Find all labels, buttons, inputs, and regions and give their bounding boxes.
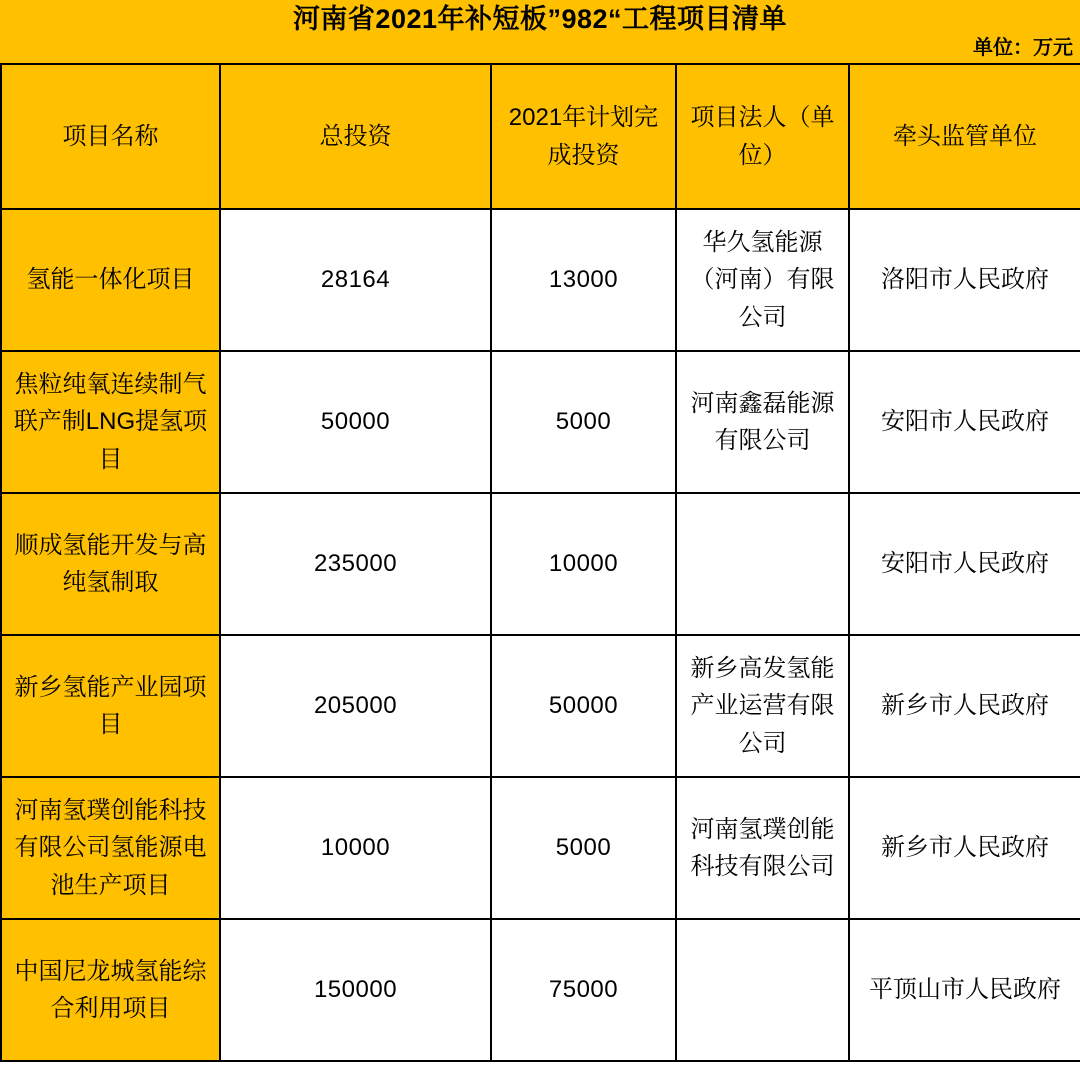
- cell-supervising-unit: 安阳市人民政府: [849, 351, 1080, 493]
- table-row: [1, 351, 1080, 493]
- col-header-total-investment: 总投资: [220, 64, 491, 209]
- cell-supervising-unit: 安阳市人民政府: [849, 493, 1080, 635]
- cell-supervising-unit: 平顶山市人民政府: [849, 919, 1080, 1061]
- cell-planned-investment: 5000: [491, 351, 676, 493]
- col-header-2021-planned-investment: 2021年计划完成投资: [491, 64, 676, 209]
- cell-planned-investment: 75000: [491, 919, 676, 1061]
- cell-supervising-unit: 新乡市人民政府: [849, 777, 1080, 919]
- cell-legal-entity: 河南鑫磊能源有限公司: [676, 351, 849, 493]
- cell-legal-entity: 新乡高发氢能产业运营有限公司: [676, 635, 849, 777]
- col-header-project-name: 项目名称: [1, 64, 220, 209]
- table-row: [1, 777, 1080, 919]
- col-header-legal-entity: 项目法人（单位）: [676, 64, 849, 209]
- cell-project-name: 焦粒纯氧连续制气联产制LNG提氢项目: [1, 351, 220, 493]
- cell-planned-investment: 13000: [491, 209, 676, 351]
- cell-total-investment: 10000: [220, 777, 491, 919]
- cell-legal-entity: 华久氢能源（河南）有限公司: [676, 209, 849, 351]
- page-title: 河南省2021年补短板”982“工程项目清单: [292, 4, 788, 34]
- title-band: [0, 0, 1080, 63]
- cell-total-investment: 205000: [220, 635, 491, 777]
- cell-supervising-unit: 洛阳市人民政府: [849, 209, 1080, 351]
- cell-project-name: 中国尼龙城氢能综合利用项目: [1, 919, 220, 1061]
- cell-project-name: 新乡氢能产业园项目: [1, 635, 220, 777]
- cell-total-investment: 50000: [220, 351, 491, 493]
- col-header-lead-supervising-unit: 牵头监管单位: [849, 64, 1080, 209]
- cell-legal-entity: 河南氢璞创能科技有限公司: [676, 777, 849, 919]
- cell-planned-investment: 5000: [491, 777, 676, 919]
- cell-total-investment: 28164: [220, 209, 491, 351]
- table-row: [1, 209, 1080, 351]
- cell-planned-investment: 10000: [491, 493, 676, 635]
- cell-project-name: 氢能一体化项目: [1, 209, 220, 351]
- cell-legal-entity: [676, 919, 849, 1061]
- header-row: [1, 64, 1080, 209]
- table-row: [1, 919, 1080, 1061]
- table-row: [1, 493, 1080, 635]
- unit-label: 单位：万元: [973, 37, 1073, 59]
- cell-project-name: 河南氢璞创能科技有限公司氢能源电池生产项目: [1, 777, 220, 919]
- cell-supervising-unit: 新乡市人民政府: [849, 635, 1080, 777]
- cell-project-name: 顺成氢能开发与高纯氢制取: [1, 493, 220, 635]
- cell-total-investment: 150000: [220, 919, 491, 1061]
- cell-total-investment: 235000: [220, 493, 491, 635]
- projects-table: [0, 63, 1080, 1062]
- cell-planned-investment: 50000: [491, 635, 676, 777]
- cell-legal-entity: [676, 493, 849, 635]
- table-row: [1, 635, 1080, 777]
